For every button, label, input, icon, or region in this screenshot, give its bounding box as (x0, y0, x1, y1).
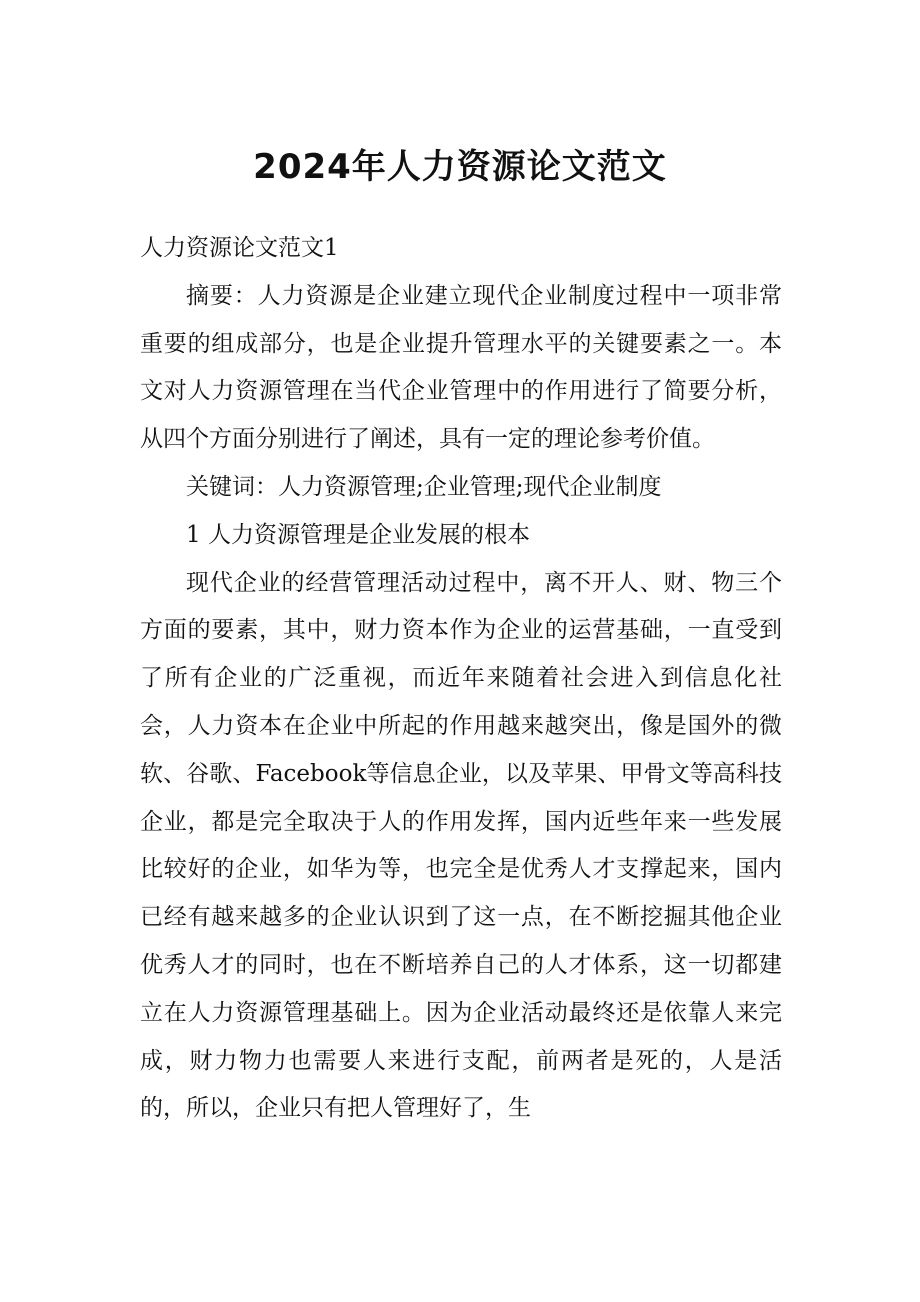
section-heading: 人力资源论文范文1 (140, 235, 339, 261)
body-paragraph: 现代企业的经营管理活动过程中，离不开人、财、物三个方面的要素，其中，财力资本作为企业的运营基础，一直受到了所有企业的广泛重视，而近年来随着社会进入到信息化社会，人力资本在企业中所起的作用越来越突出，像是国外的微软、谷歌、Facebook等信息企业，以及苹果、甲骨文等高科技企业，都是完全取决于人的作用发挥，国内近些年来一些发展比较好的企业，如华为等，也完全是优秀人才支撑起来，国内已经有越来越多的企业认识到了这一点，在不断挖掘其他企业优秀人才的同时，也在不断培养自己的人才体系，这一切都建立在人力资源管理基础上。因为企业活动最终还是依靠人来完成，财力物力也需要人来进行支配，前两者是死的，人是活的，所以，企业只有把人管理好了，生 (140, 569, 782, 1122)
subheading: 1 人力资源管理是企业发展的根本 (186, 521, 530, 548)
document-body (140, 225, 782, 1133)
keywords-paragraph: 关键词：人力资源管理;企业管理;现代企业制度 (186, 473, 662, 500)
abstract-paragraph: 摘要：人力资源是企业建立现代企业制度过程中一项非常重要的组成部分，也是企业提升管理水平的关键要素之一。本文对人力资源管理在当代企业管理中的作用进行了简要分析，从四个方面分别进行了阐述，具有一定的理论参考价值。 (140, 282, 782, 453)
document-title: 2024年人力资源论文范文 (253, 147, 667, 187)
